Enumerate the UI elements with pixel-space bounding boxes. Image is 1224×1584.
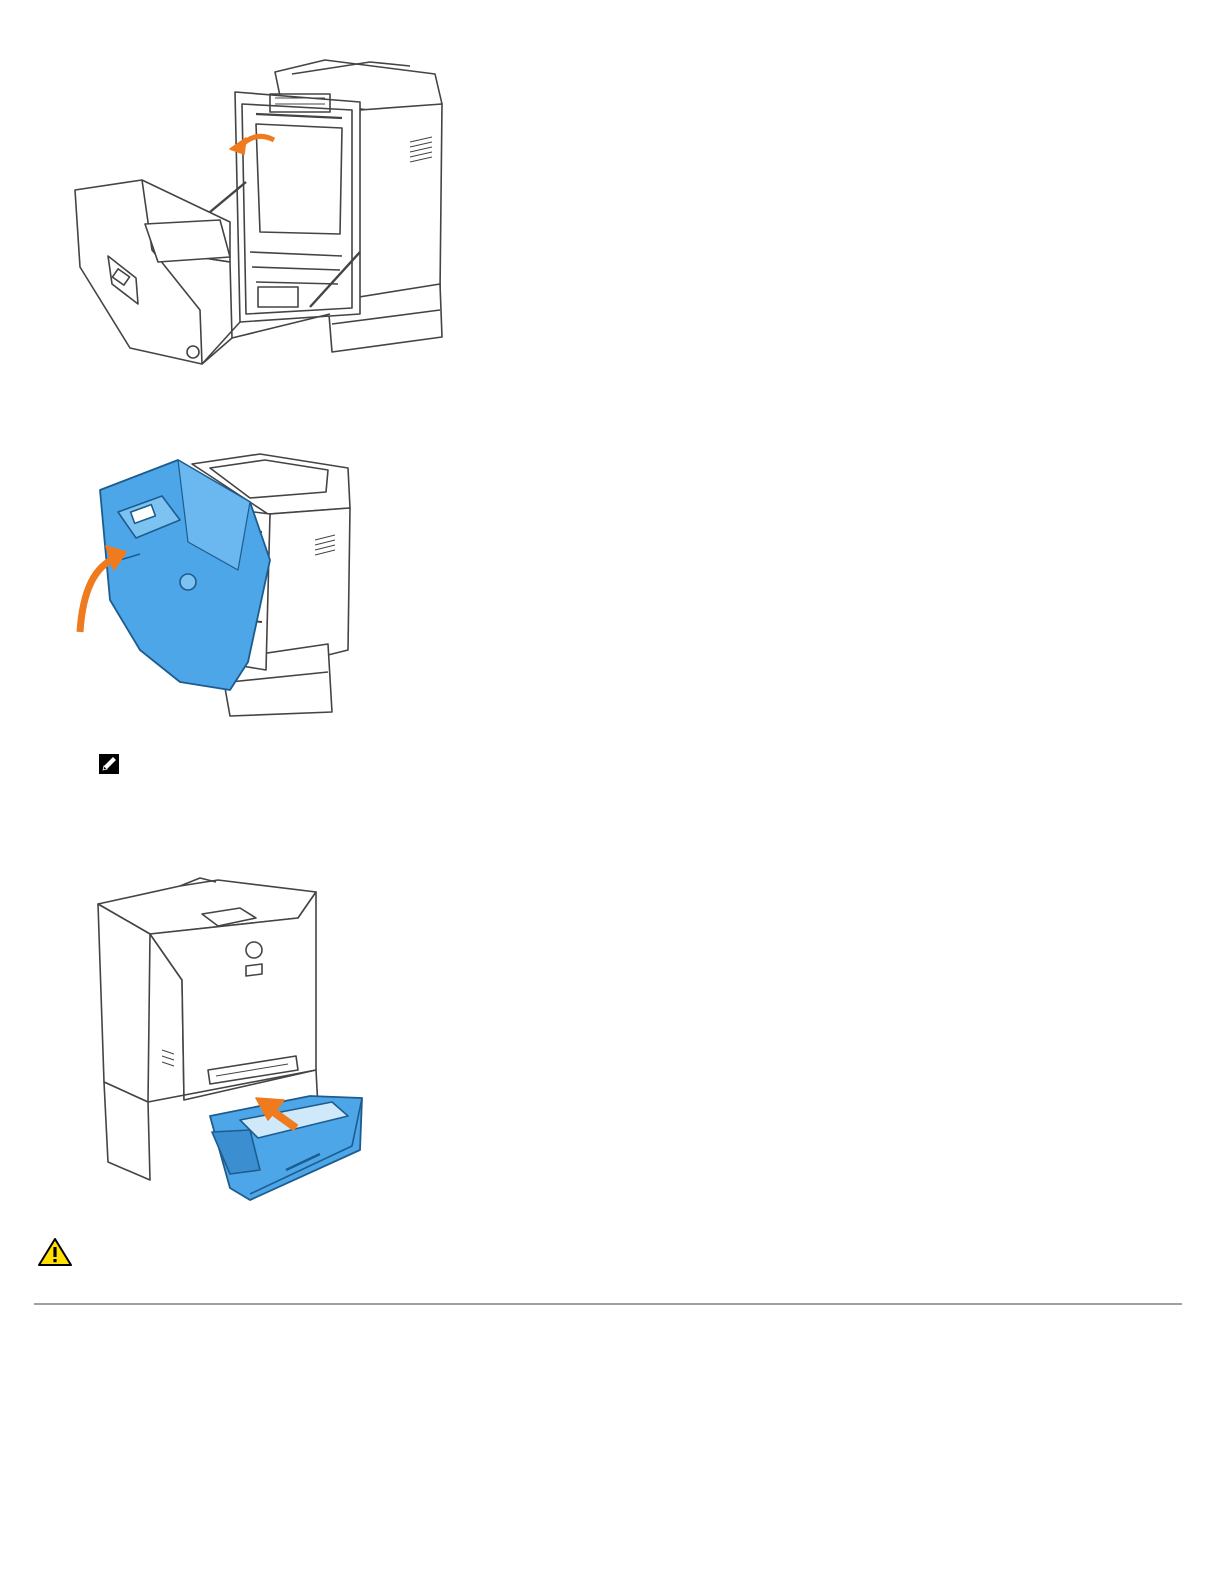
close-front-cover-figure bbox=[70, 450, 360, 720]
printer-front-cover-open-figure bbox=[70, 52, 455, 370]
pencil-note-icon bbox=[97, 752, 121, 776]
back-to-contents-link[interactable] bbox=[34, 1326, 270, 1344]
insert-paper-tray-figure bbox=[90, 870, 370, 1206]
warning-triangle-icon bbox=[37, 1236, 73, 1268]
section-divider bbox=[34, 1303, 1182, 1305]
